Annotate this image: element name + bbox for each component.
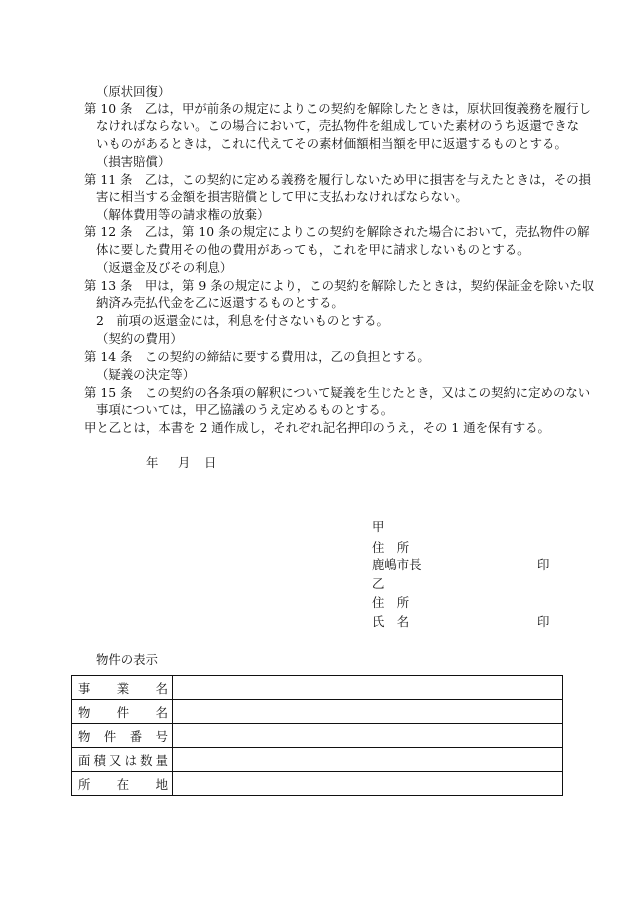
table-row <box>72 676 563 700</box>
property-title: 物件の表示 <box>96 652 158 667</box>
table-row <box>72 772 563 796</box>
property-table <box>71 675 563 796</box>
table-row <box>72 700 563 724</box>
article-11-heading: （損害賠償） <box>96 154 171 169</box>
row-value-property-number <box>173 724 563 748</box>
article-14-heading: （契約の費用） <box>96 331 183 346</box>
article-10-text: なければならない。この場合において，売払物件を組成していた素材のうち返還できな <box>96 118 579 133</box>
party-otsu-address-label: 住 所 <box>372 595 410 610</box>
article-11-text: 害に相当する金額を損害賠償として甲に支払わなければならない。 <box>96 189 468 204</box>
party-otsu-seal: 印 <box>537 614 550 629</box>
party-ko-seal: 印 <box>537 557 550 572</box>
row-label-property-number: 物件番号 <box>72 724 173 748</box>
date-year: 年 <box>146 455 159 470</box>
date-day: 日 <box>204 455 217 470</box>
date-month: 月 <box>178 455 191 470</box>
row-value-property-name <box>173 700 563 724</box>
row-value-project-name <box>173 676 563 700</box>
article-15-text: 第 15 条 この契約の各条項の解釈について疑義を生じたとき，又はこの契約に定めのない <box>84 385 591 400</box>
row-value-location <box>173 772 563 796</box>
article-10-text: いものがあるときは，これに代えてその素材価額相当額を甲に返還するものとする。 <box>96 136 567 151</box>
article-10-heading: （原状回復） <box>96 84 171 99</box>
article-14-text: 第 14 条 この契約の締結に要する費用は，乙の負担とする。 <box>84 349 430 364</box>
table-row <box>72 724 563 748</box>
article-15-text: 事項については，甲乙協議のうえ定めるものとする。 <box>96 402 394 417</box>
row-label-area-quantity: 面積又は数量 <box>72 748 173 772</box>
article-13-text: 第 13 条 甲は，第 9 条の規定により，この契約を解除したときは，契約保証金を除いた収 <box>84 278 595 293</box>
party-otsu: 乙 <box>372 576 385 591</box>
party-ko: 甲 <box>372 519 385 534</box>
row-label-property-name: 物件名 <box>72 700 173 724</box>
row-value-area-quantity <box>173 748 563 772</box>
row-label-project-name: 事業名 <box>72 676 173 700</box>
article-15-heading: （疑義の決定等） <box>96 367 196 382</box>
article-12-text: 第 12 条 乙は，第 10 条の規定によりこの契約を解除された場合において，売払物件の解 <box>84 224 590 239</box>
article-12-text: 体に要した費用その他の費用があっても，これを甲に請求しないものとする。 <box>96 242 530 257</box>
party-ko-name: 鹿嶋市長 <box>372 557 422 572</box>
row-label-location: 所在地 <box>72 772 173 796</box>
closing-statement: 甲と乙とは，本書を 2 通作成し，それぞれ記名押印のうえ，その 1 通を保有する。 <box>84 420 550 435</box>
table-row <box>72 748 563 772</box>
article-13-text: 納済み売払代金を乙に返還するものとする。 <box>96 295 344 310</box>
article-12-heading: （解体費用等の請求権の放棄） <box>96 207 270 222</box>
article-11-text: 第 11 条 乙は，この契約に定める義務を履行しないため甲に損害を与えたときは，その損 <box>84 172 591 187</box>
party-otsu-name-label: 氏 名 <box>372 614 410 629</box>
party-ko-address-label: 住 所 <box>372 540 410 555</box>
article-13-text: 2 前項の返還金には，利息を付さないものとする。 <box>96 313 389 328</box>
article-10-text: 第 10 条 乙は，甲が前条の規定によりこの契約を解除したときは，原状回復義務を履行し <box>84 101 591 116</box>
article-13-heading: （返還金及びその利息） <box>96 260 233 275</box>
